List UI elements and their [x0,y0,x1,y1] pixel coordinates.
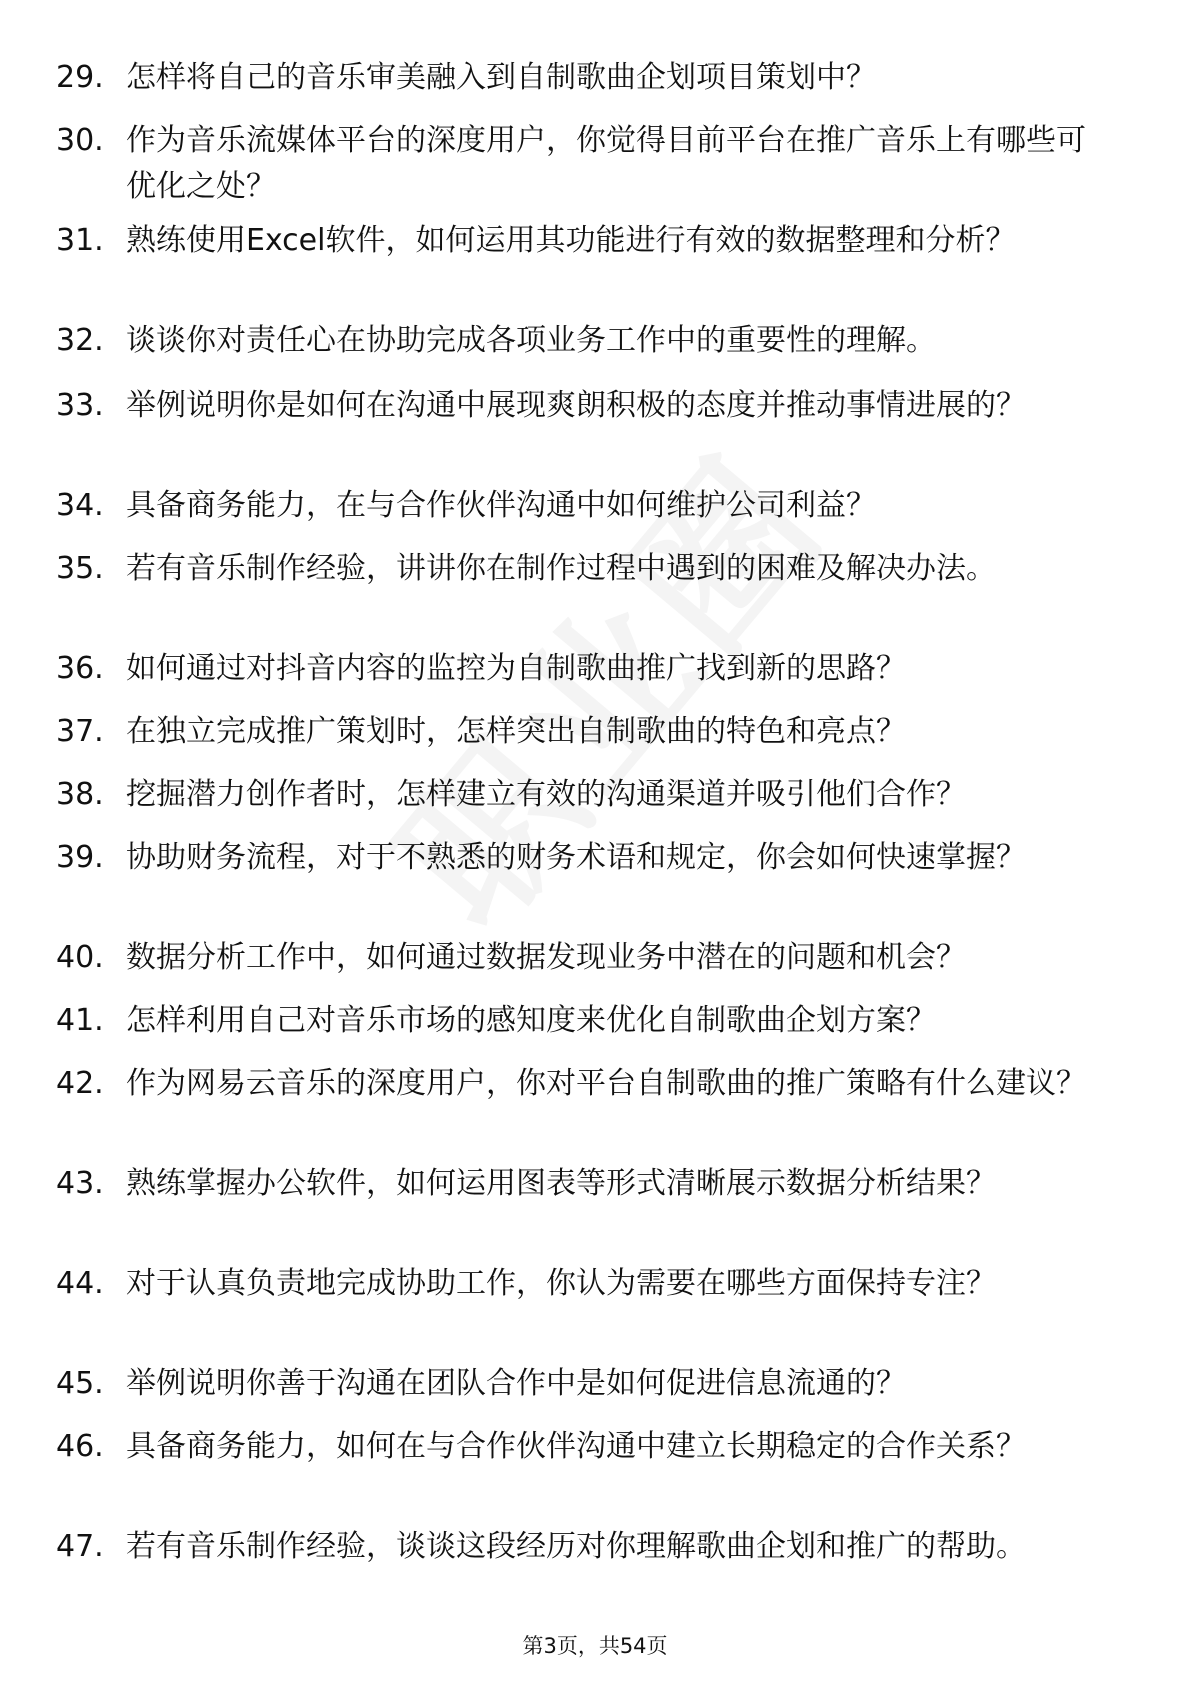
question-text: 熟练使用Excel软件，如何运用其功能进行有效的数据整理和分析？ [126,223,1016,258]
question-text: 举例说明你是如何在沟通中展现爽朗积极的态度并推动事情进展的？ [126,388,1026,423]
question-number: 36. [56,651,104,686]
question-text: 数据分析工作中，如何通过数据发现业务中潜在的问题和机会？ [126,940,966,975]
question-text: 作为网易云音乐的深度用户，你对平台自制歌曲的推广策略有什么建议？ [126,1066,1086,1101]
question-number: 43. [56,1166,104,1201]
question-text: 举例说明你善于沟通在团队合作中是如何促进信息流通的？ [126,1366,906,1401]
question-number: 30. [56,123,104,158]
question-text: 作为音乐流媒体平台的深度用户，你觉得目前平台在推广音乐上有哪些可优化之处？ [126,123,1086,204]
question-number: 41. [56,1003,104,1038]
question-text: 如何通过对抖音内容的监控为自制歌曲推广找到新的思路？ [126,651,906,686]
question-number: 32. [56,323,104,358]
question-number: 46. [56,1429,104,1464]
page-number: 第3页，共54页 [522,1634,668,1658]
question-number: 33. [56,388,104,423]
question-number: 34. [56,488,104,523]
question-text: 对于认真负责地完成协助工作，你认为需要在哪些方面保持专注？ [126,1266,996,1301]
question-number: 38. [56,777,104,812]
question-text: 若有音乐制作经验，谈谈这段经历对你理解歌曲企划和推广的帮助。 [126,1529,1026,1564]
question-text: 谈谈你对责任心在协助完成各项业务工作中的重要性的理解。 [126,323,936,358]
question-number: 31. [56,223,104,258]
question-text: 协助财务流程，对于不熟悉的财务术语和规定，你会如何快速掌握？ [126,840,1026,875]
question-number: 44. [56,1266,104,1301]
question-number: 45. [56,1366,104,1401]
question-number: 39. [56,840,104,875]
question-number: 47. [56,1529,104,1564]
question-text: 若有音乐制作经验，讲讲你在制作过程中遇到的困难及解决办法。 [126,551,996,586]
question-number: 35. [56,551,104,586]
question-text: 怎样将自己的音乐审美融入到自制歌曲企划项目策划中？ [126,60,876,95]
question-number: 29. [56,60,104,95]
question-text: 挖掘潜力创作者时，怎样建立有效的沟通渠道并吸引他们合作？ [126,777,966,812]
question-number: 40. [56,940,104,975]
question-number: 42. [56,1066,104,1101]
question-number: 37. [56,714,104,749]
question-text: 具备商务能力，在与合作伙伴沟通中如何维护公司利益？ [126,488,876,523]
question-text: 在独立完成推广策划时，怎样突出自制歌曲的特色和亮点？ [126,714,906,749]
question-text: 熟练掌握办公软件，如何运用图表等形式清晰展示数据分析结果？ [126,1166,996,1201]
question-text: 怎样利用自己对音乐市场的感知度来优化自制歌曲企划方案？ [126,1003,936,1038]
question-text: 具备商务能力，如何在与合作伙伴沟通中建立长期稳定的合作关系？ [126,1429,1026,1464]
